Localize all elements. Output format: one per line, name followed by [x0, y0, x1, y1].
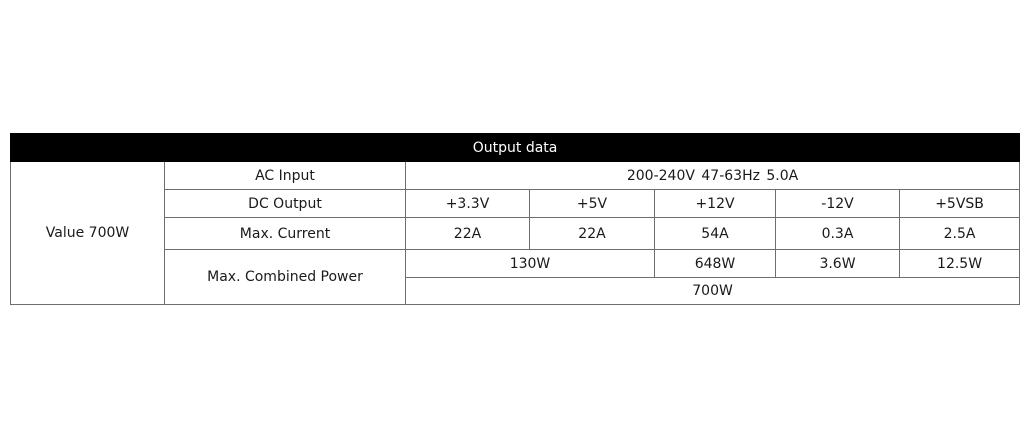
dc-output-12v: +12V — [655, 190, 776, 218]
max-current-3v3: 22A — [406, 218, 530, 250]
dc-output-5vsb: +5VSB — [900, 190, 1020, 218]
combined-power-5vsb: 12.5W — [900, 250, 1020, 278]
dc-output-label: DC Output — [165, 190, 406, 218]
output-data-table — [10, 133, 1020, 305]
ac-input-label: AC Input — [165, 162, 406, 190]
max-current-label: Max. Current — [165, 218, 406, 250]
combined-power-neg12v: 3.6W — [776, 250, 900, 278]
dc-output-3v3: +3.3V — [406, 190, 530, 218]
max-combined-power-label: Max. Combined Power — [165, 250, 406, 305]
max-current-12v: 54A — [655, 218, 776, 250]
max-current-neg12v: 0.3A — [776, 218, 900, 250]
combined-power-total: 700W — [406, 278, 1020, 305]
dc-output-neg12v: -12V — [776, 190, 900, 218]
combined-power-12v: 648W — [655, 250, 776, 278]
max-current-5v: 22A — [530, 218, 655, 250]
table-title: Output data — [11, 134, 1020, 162]
max-current-5vsb: 2.5A — [900, 218, 1020, 250]
ac-input-value: 200-240V 47-63Hz 5.0A — [406, 162, 1020, 190]
dc-output-5v: +5V — [530, 190, 655, 218]
combined-power-3v3-5v: 130W — [406, 250, 655, 278]
model-label: Value 700W — [11, 162, 165, 305]
